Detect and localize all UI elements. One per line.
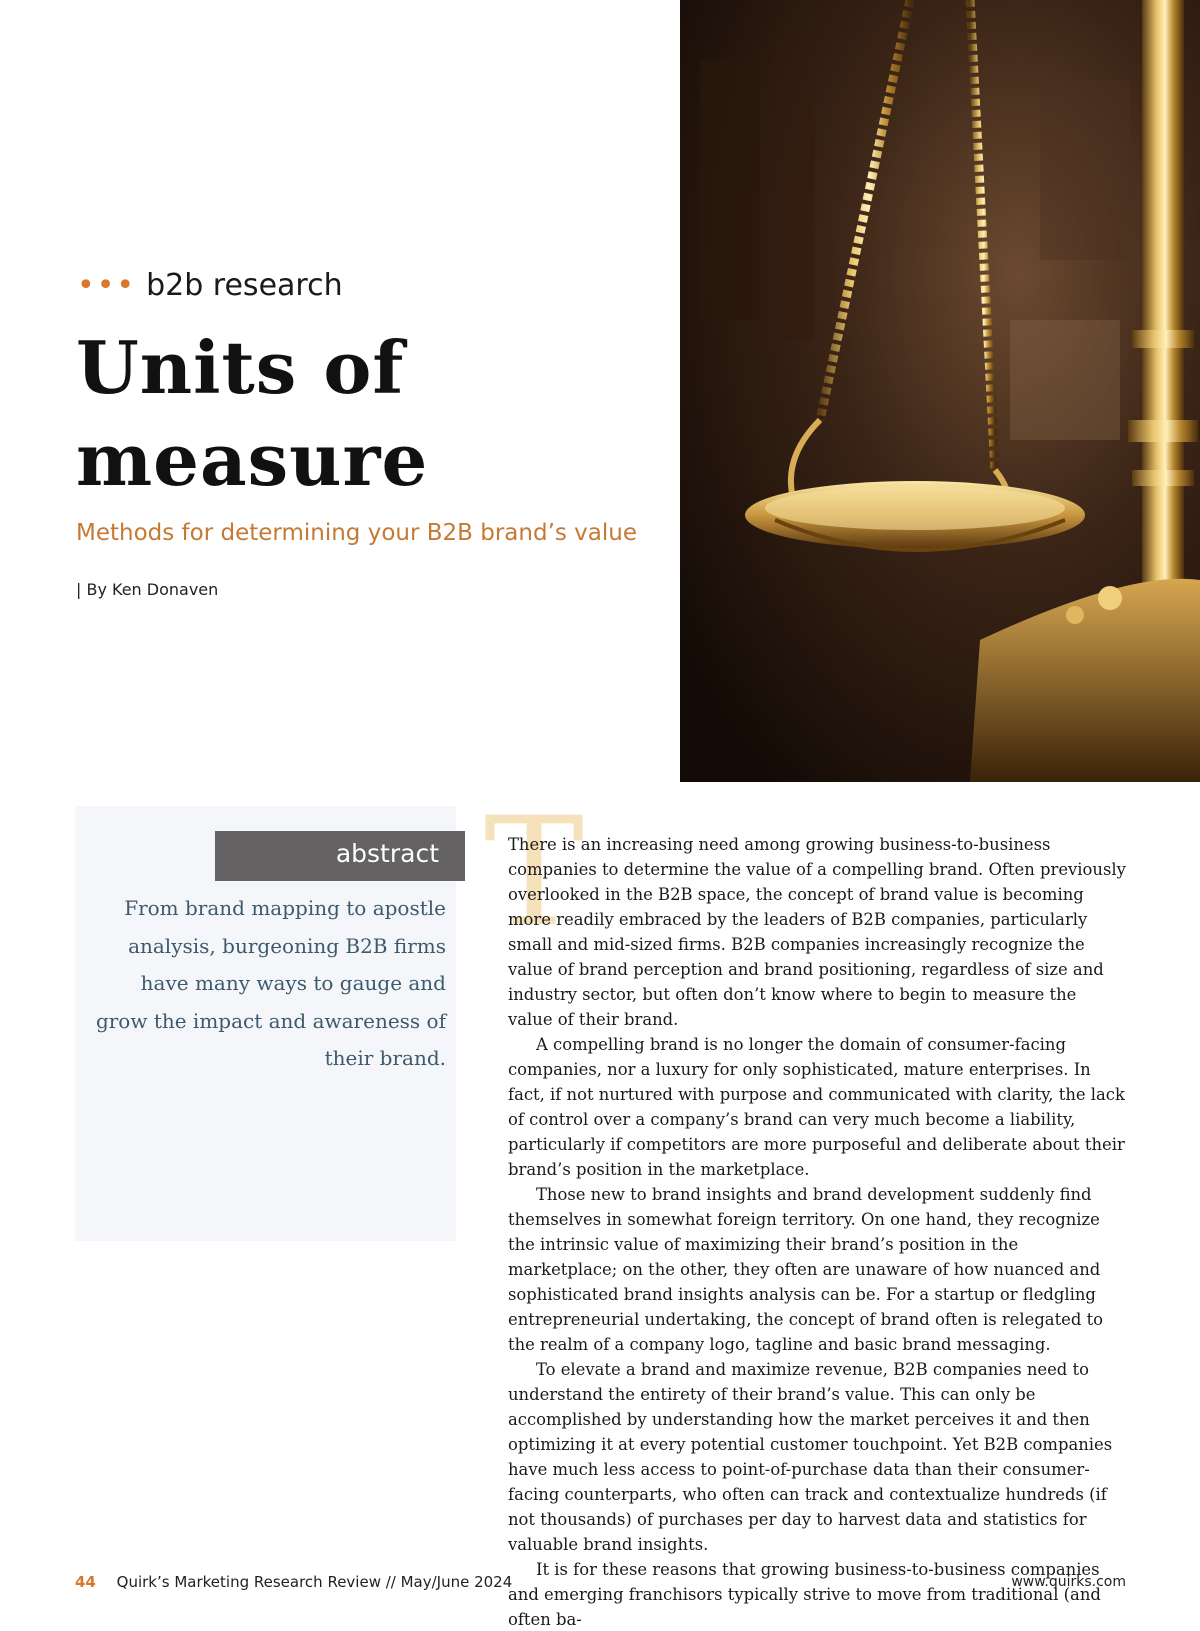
body-paragraph-2: A compelling brand is no longer the domain of consumer-facing companies, nor a luxury for only sophisticated, mature enterprises. In fact, if not nurtured with purpose and communicated with clarity, the lack of control over a company’s brand can very much become a liability, particularly if competitors are more purposeful and deliberate about their brand’s position in the marketplace. (508, 1035, 1125, 1179)
abstract-label: abstract (215, 831, 465, 881)
body-paragraph-1: There is an increasing need among growing business-to-business companies to determine the value of a compelling brand. Often previously overlooked in the B2B space, the concept of brand value is becoming more readily embraced by the leaders of B2B companies, particularly small and mid-sized firms. B2B companies increasingly recognize the value of brand perception and brand positioning, regardless of size and industry sector, but often don’t know where to begin to measure the value of their brand. (508, 835, 1126, 1029)
brass-scale-icon (680, 0, 1200, 782)
dots-icon: ••• (77, 267, 137, 303)
body-paragraph-5: It is for these reasons that growing business-to-business companies and emerging franchisors typically strive to move from traditional (and often ba- (508, 1560, 1101, 1629)
article-title (76, 322, 636, 506)
drop-cap: T (484, 786, 585, 960)
title-line-2: measure (76, 417, 429, 502)
article-body (508, 832, 1126, 1631)
page-number: 44 (75, 1573, 96, 1591)
byline: | By Ken Donaven (76, 580, 219, 599)
abstract-text: From brand mapping to apostle analysis, burgeoning B2B firms have many ways to gauge and grow the impact and awareness of their brand. (95, 896, 446, 1070)
publication-name: Quirk’s Marketing Research Review // May/June 2024 (116, 1573, 513, 1591)
section-kicker (77, 268, 343, 303)
title-line-1: Units of (76, 325, 405, 410)
section-label: b2b research (146, 268, 343, 303)
body-paragraph-4: To elevate a brand and maximize revenue, B2B companies need to understand the entirety of their brand’s value. This can only be accomplished by understanding how the market perceives it and then optimizing it at every potential customer touchpoint. Yet B2B companies have much less access to point-of-purchase data than their consumer-facing counterparts, who often can track and contextualize hundreds (if not thousands) of purchases per day to harvest data and statistics for valuable brand insights. (508, 1360, 1113, 1554)
footer-website: www.quirks.com (1011, 1574, 1126, 1590)
footer-publication (75, 1573, 512, 1591)
scale-photo (680, 0, 1200, 782)
body-paragraph-3: Those new to brand insights and brand development suddenly find themselves in somewhat foreign territory. On one hand, they recognize the intrinsic value of maximizing their brand’s position in the marketplace; on the other, they often are unaware of how nuanced and sophisticated brand insights analysis can be. For a startup or fledgling entrepreneurial undertaking, the concept of brand often is relegated to the realm of a company logo, tagline and basic brand messaging. (508, 1185, 1104, 1354)
article-subtitle: Methods for determining your B2B brand’s value (76, 520, 637, 546)
